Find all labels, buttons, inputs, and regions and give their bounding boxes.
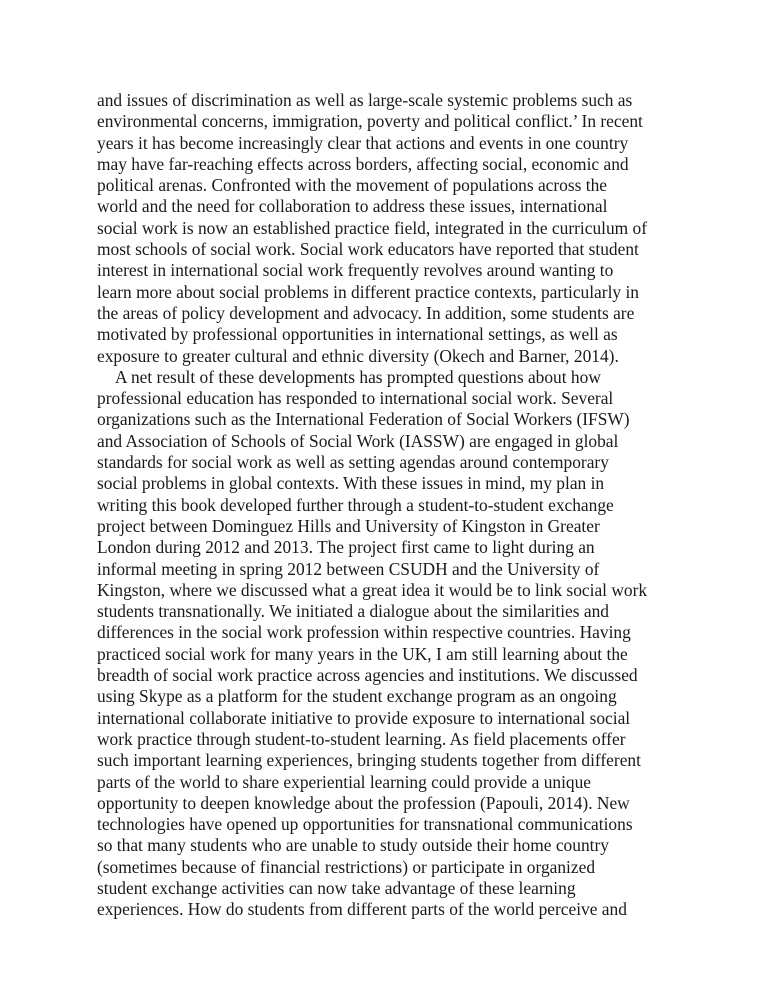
text-line: years it has become increasingly clear that actions and events in one country bbox=[97, 132, 629, 153]
text-line: Kingston, where we discussed what a great idea it would be to link social work bbox=[97, 579, 648, 600]
text-line: writing this book developed further through a student-to-student exchange bbox=[97, 494, 614, 515]
text-line: motivated by professional opportunities in international settings, as well as bbox=[97, 324, 618, 345]
text-line: students transnationally. We initiated a dialogue about the similarities and bbox=[97, 601, 609, 622]
text-line: opportunity to deepen knowledge about the profession (Papouli, 2014). New bbox=[97, 792, 630, 813]
text-line: learn more about social problems in different practice contexts, particularly in bbox=[97, 281, 639, 302]
paragraph-1 bbox=[97, 90, 682, 367]
text-line: project between Dominguez Hills and University of Kingston in Greater bbox=[97, 515, 600, 536]
text-line: organizations such as the International Federation of Social Workers (IFSW) bbox=[97, 409, 630, 430]
text-line: most schools of social work. Social work educators have reported that student bbox=[97, 239, 639, 260]
text-line: (sometimes because of financial restrictions) or participate in organized bbox=[97, 856, 596, 877]
text-line: the areas of policy development and advocacy. In addition, some students are bbox=[97, 302, 635, 323]
text-line: work practice through student-to-student learning. As field placements offer bbox=[97, 728, 626, 749]
text-line: London during 2012 and 2013. The project first came to light during an bbox=[97, 537, 595, 558]
text-line: professional education has responded to international social work. Several bbox=[97, 388, 614, 409]
text-line: practiced social work for many years in the UK, I am still learning about the bbox=[97, 643, 628, 664]
text-line: interest in international social work frequently revolves around wanting to bbox=[97, 260, 614, 281]
text-line: exposure to greater cultural and ethnic diversity (Okech and Barner, 2014). bbox=[97, 345, 619, 366]
paragraph-2 bbox=[97, 367, 682, 921]
text-line: and Association of Schools of Social Work (IASSW) are engaged in global bbox=[97, 430, 619, 451]
text-line: social problems in global contexts. With these issues in mind, my plan in bbox=[97, 473, 605, 494]
text-line: environmental concerns, immigration, poverty and political conflict.’ In recent bbox=[97, 111, 643, 132]
text-line: social work is now an established practice field, integrated in the curriculum of bbox=[97, 217, 648, 238]
text-line: may have far-reaching effects across borders, affecting social, economic and bbox=[97, 153, 629, 174]
text-line: such important learning experiences, bringing students together from different bbox=[97, 750, 641, 771]
text-line: parts of the world to share experiential learning could provide a unique bbox=[97, 771, 592, 792]
page-body bbox=[97, 90, 682, 921]
text-line: differences in the social work profession within respective countries. Having bbox=[97, 622, 631, 643]
text-line: and issues of discrimination as well as large-scale systemic problems such as bbox=[97, 90, 633, 110]
text-line: using Skype as a platform for the student exchange program as an ongoing bbox=[97, 686, 617, 707]
text-line: so that many students who are unable to study outside their home country bbox=[97, 835, 609, 856]
text-line: informal meeting in spring 2012 between CSUDH and the University of bbox=[97, 558, 600, 579]
text-line: technologies have opened up opportunities for transnational communications bbox=[97, 814, 633, 835]
text-line: A net result of these developments has prompted questions about how bbox=[115, 366, 601, 387]
text-line: standards for social work as well as setting agendas around contemporary bbox=[97, 452, 609, 473]
text-line: political arenas. Confronted with the movement of populations across the bbox=[97, 175, 608, 196]
text-line: world and the need for collaboration to address these issues, international bbox=[97, 196, 608, 217]
text-line: experiences. How do students from different parts of the world perceive and bbox=[97, 899, 627, 920]
text-line: student exchange activities can now take advantage of these learning bbox=[97, 877, 576, 898]
text-line: breadth of social work practice across agencies and institutions. We discussed bbox=[97, 665, 638, 686]
text-line: international collaborate initiative to provide exposure to international social bbox=[97, 707, 631, 728]
